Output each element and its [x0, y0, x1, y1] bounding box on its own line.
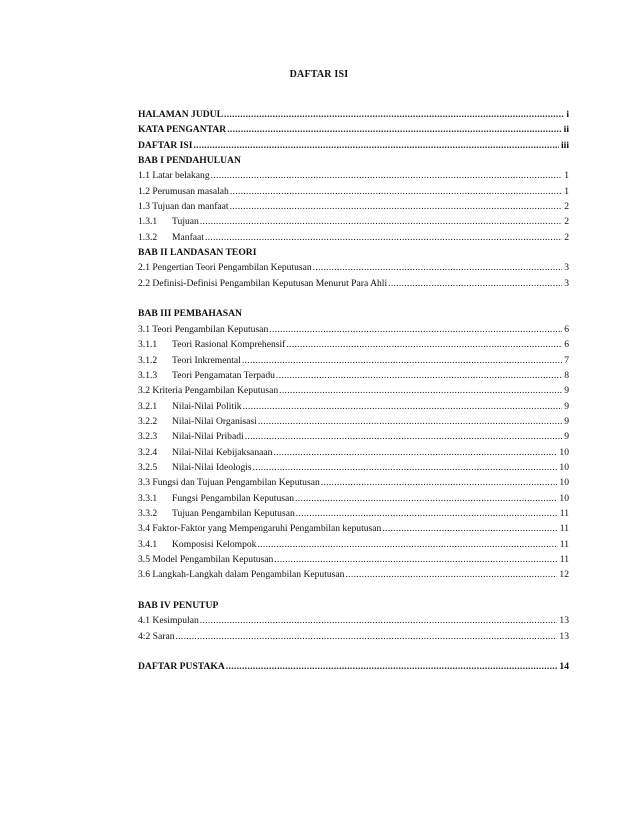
- toc-entry[interactable]: [138, 199, 569, 214]
- toc-page-number: 11: [559, 523, 569, 535]
- dot-leader: [230, 184, 562, 199]
- dot-leader: [388, 276, 562, 291]
- toc-entry-number: 3.1.1: [138, 339, 158, 351]
- dot-leader: [211, 168, 563, 183]
- dot-leader: [276, 368, 562, 383]
- toc-heading[interactable]: [138, 153, 569, 168]
- toc-page-number: 6: [564, 323, 569, 335]
- toc-entry-title: 1.1 Latar belakang: [138, 170, 210, 182]
- dot-leader: [273, 445, 557, 460]
- dot-leader: [227, 122, 561, 137]
- toc-page-number: i: [566, 109, 569, 120]
- toc-page-number: 7: [564, 354, 569, 366]
- toc-page-number: 6: [564, 339, 569, 351]
- toc-entry[interactable]: [138, 552, 569, 567]
- toc-entry[interactable]: [138, 368, 569, 383]
- toc-page-number: 13: [559, 630, 569, 642]
- toc-entry-title: 4:2 Saran: [138, 630, 175, 642]
- toc-heading[interactable]: [138, 122, 569, 137]
- toc-entry[interactable]: [138, 230, 569, 245]
- toc-entry-number: 3.1.2: [138, 354, 158, 366]
- toc-entry[interactable]: [138, 613, 569, 628]
- toc-entry[interactable]: [138, 353, 569, 368]
- toc-entry-title: Komposisi Kelompok: [172, 538, 257, 550]
- dot-leader: [243, 399, 563, 414]
- toc-entry-number: 3.1.3: [138, 369, 158, 381]
- toc-entry-number: 3.2.4: [138, 446, 158, 458]
- dot-leader: [345, 567, 557, 582]
- toc-entry-title: KATA PENGANTAR: [138, 124, 227, 136]
- toc-page-number: iii: [561, 139, 569, 151]
- toc-entry-number: 3.2.3: [138, 431, 158, 443]
- toc-entry-title: Nilai-Nilai Ideologis: [172, 461, 252, 473]
- spacer: [138, 583, 569, 598]
- dot-leader: [230, 199, 563, 214]
- toc-entry[interactable]: [138, 567, 569, 582]
- toc-heading[interactable]: [138, 138, 569, 153]
- toc-entry[interactable]: [138, 429, 569, 444]
- dot-leader: [279, 383, 562, 398]
- toc-entry-number: 1.3.1: [138, 216, 158, 228]
- page-title: DAFTAR ISI: [289, 69, 349, 80]
- toc-entry-title: BAB III PEMBAHASAN: [138, 308, 242, 320]
- toc-page-number: 9: [564, 415, 569, 427]
- toc-entry[interactable]: [138, 521, 569, 536]
- dot-leader: [226, 659, 558, 674]
- dot-leader: [253, 460, 558, 475]
- toc-page-number: 10: [559, 492, 569, 504]
- toc-entry[interactable]: [138, 322, 569, 337]
- toc-entry-title: Nilai-Nilai Kebijaksanaan: [172, 446, 273, 458]
- toc-entry[interactable]: [138, 383, 569, 398]
- toc-page-number: 3: [564, 277, 569, 289]
- toc-page-number: 12: [559, 569, 569, 581]
- table-of-contents: [138, 107, 569, 675]
- toc-entry-title: BAB II LANDASAN TEORI: [138, 247, 257, 259]
- toc-page-number: 10: [559, 477, 569, 489]
- dot-leader: [193, 138, 559, 153]
- toc-entry-title: 2.2 Definisi-Definisi Pengambilan Keputusan Menurut Para Ahli: [138, 277, 388, 289]
- dot-leader: [242, 353, 562, 368]
- toc-entry-title: 3.3 Fungsi dan Tujuan Pengambilan Keputusan: [138, 477, 320, 489]
- dot-leader: [274, 552, 557, 567]
- toc-entry-title: HALAMAN JUDUL: [138, 109, 224, 120]
- dot-leader: [200, 214, 562, 229]
- toc-entry[interactable]: [138, 537, 569, 552]
- toc-entry-title: 1.2 Perumusan masalah: [138, 185, 229, 197]
- toc-entry[interactable]: [138, 629, 569, 644]
- spacer: [138, 291, 569, 306]
- toc-entry-title: 2.1 Pengertian Teori Pengambilan Keputusan: [138, 262, 312, 274]
- toc-page-number: 14: [559, 661, 569, 673]
- toc-heading[interactable]: [138, 306, 569, 321]
- toc-page-number: 11: [559, 507, 569, 519]
- toc-entry[interactable]: [138, 184, 569, 199]
- toc-page-number: 2: [564, 201, 569, 213]
- dot-leader: [176, 629, 558, 644]
- toc-entry-title: Teori Pengamatan Terpadu: [172, 369, 275, 381]
- toc-entry[interactable]: [138, 491, 569, 506]
- toc-entry-number: 3.2.1: [138, 400, 158, 412]
- toc-heading[interactable]: [138, 245, 569, 260]
- toc-page-number: 10: [559, 446, 569, 458]
- dot-leader: [224, 107, 564, 122]
- toc-heading[interactable]: [138, 107, 569, 122]
- dot-leader: [295, 491, 557, 506]
- toc-entry-title: Fungsi Pengambilan Keputusan: [172, 492, 295, 504]
- toc-page-number: 13: [559, 615, 569, 627]
- toc-entry[interactable]: [138, 414, 569, 429]
- toc-page-number: 2: [564, 231, 569, 243]
- toc-entry-title: Teori Rasional Komprehensif: [172, 339, 286, 351]
- toc-entry-title: Nilai-Nilai Pribadi: [172, 431, 244, 443]
- toc-entry-number: 1.3.2: [138, 231, 158, 243]
- toc-entry[interactable]: [138, 168, 569, 183]
- toc-entry-number: 3.3.2: [138, 507, 158, 519]
- toc-entry-title: DAFTAR ISI: [138, 139, 193, 151]
- spacer: [138, 644, 569, 659]
- toc-entry-title: 3.5 Model Pengambilan Keputusan: [138, 553, 274, 565]
- dot-leader: [269, 322, 562, 337]
- dot-leader: [245, 429, 563, 444]
- toc-entry[interactable]: [138, 337, 569, 352]
- toc-entry[interactable]: [138, 399, 569, 414]
- toc-heading[interactable]: [138, 659, 569, 674]
- toc-page-number: 8: [564, 369, 569, 381]
- toc-entry[interactable]: [138, 460, 569, 475]
- toc-page-number: ii: [563, 124, 569, 136]
- toc-entry-number: 3.4.1: [138, 538, 158, 550]
- toc-entry[interactable]: [138, 260, 569, 275]
- toc-entry[interactable]: [138, 214, 569, 229]
- toc-entry-title: BAB IV PENUTUP: [138, 600, 219, 611]
- dot-leader: [313, 260, 563, 275]
- toc-entry[interactable]: [138, 276, 569, 291]
- dot-leader: [382, 521, 557, 536]
- toc-entry-title: Nilai-Nilai Organisasi: [172, 415, 257, 427]
- toc-entry-title: Teori Inkremental: [172, 354, 241, 366]
- toc-heading[interactable]: [138, 598, 569, 613]
- toc-page-number: 11: [559, 553, 569, 565]
- toc-entry-title: Manfaat: [172, 231, 204, 243]
- toc-entry[interactable]: [138, 475, 569, 490]
- toc-entry-title: BAB I PENDAHULUAN: [138, 155, 241, 167]
- toc-page-number: 1: [564, 185, 569, 197]
- toc-entry-number: 3.3.1: [138, 492, 158, 504]
- toc-entry-title: 3.2 Kriteria Pengambilan Keputusan: [138, 385, 279, 397]
- toc-entry-number: 3.2.2: [138, 415, 158, 427]
- toc-entry-title: Tujuan: [172, 216, 199, 228]
- toc-entry-title: 4.1 Kesimpulan: [138, 615, 199, 627]
- toc-page-number: 9: [564, 385, 569, 397]
- toc-entry-title: Nilai-Nilai Politik: [172, 400, 242, 412]
- toc-page-number: 2: [564, 216, 569, 228]
- toc-page-number: 10: [559, 461, 569, 473]
- dot-leader: [200, 613, 558, 628]
- toc-entry-title: Tujuan Pengambilan Keputusan: [172, 507, 295, 519]
- toc-entry-number: 3.2.5: [138, 461, 158, 473]
- toc-entry[interactable]: [138, 506, 569, 521]
- toc-entry-title: 3.4 Faktor-Faktor yang Mempengaruhi Pengambilan keputusan: [138, 523, 382, 535]
- dot-leader: [257, 537, 557, 552]
- toc-page-number: 9: [564, 400, 569, 412]
- toc-entry-title: 3.1 Teori Pengambilan Keputusan: [138, 323, 269, 335]
- dot-leader: [286, 337, 562, 352]
- toc-entry[interactable]: [138, 445, 569, 460]
- toc-entry-title: DAFTAR PUSTAKA: [138, 661, 225, 673]
- toc-page-number: 1: [564, 170, 569, 182]
- toc-entry-title: 1.3 Tujuan dan manfaat: [138, 201, 229, 213]
- toc-page-number: 3: [564, 262, 569, 274]
- toc-page-number: 11: [559, 538, 569, 550]
- dot-leader: [296, 506, 558, 521]
- toc-entry-title: 3.6 Langkah-Langkah dalam Pengambilan Keputusan: [138, 569, 345, 581]
- dot-leader: [205, 230, 562, 245]
- dot-leader: [321, 475, 558, 490]
- toc-page-number: 9: [564, 431, 569, 443]
- dot-leader: [258, 414, 562, 429]
